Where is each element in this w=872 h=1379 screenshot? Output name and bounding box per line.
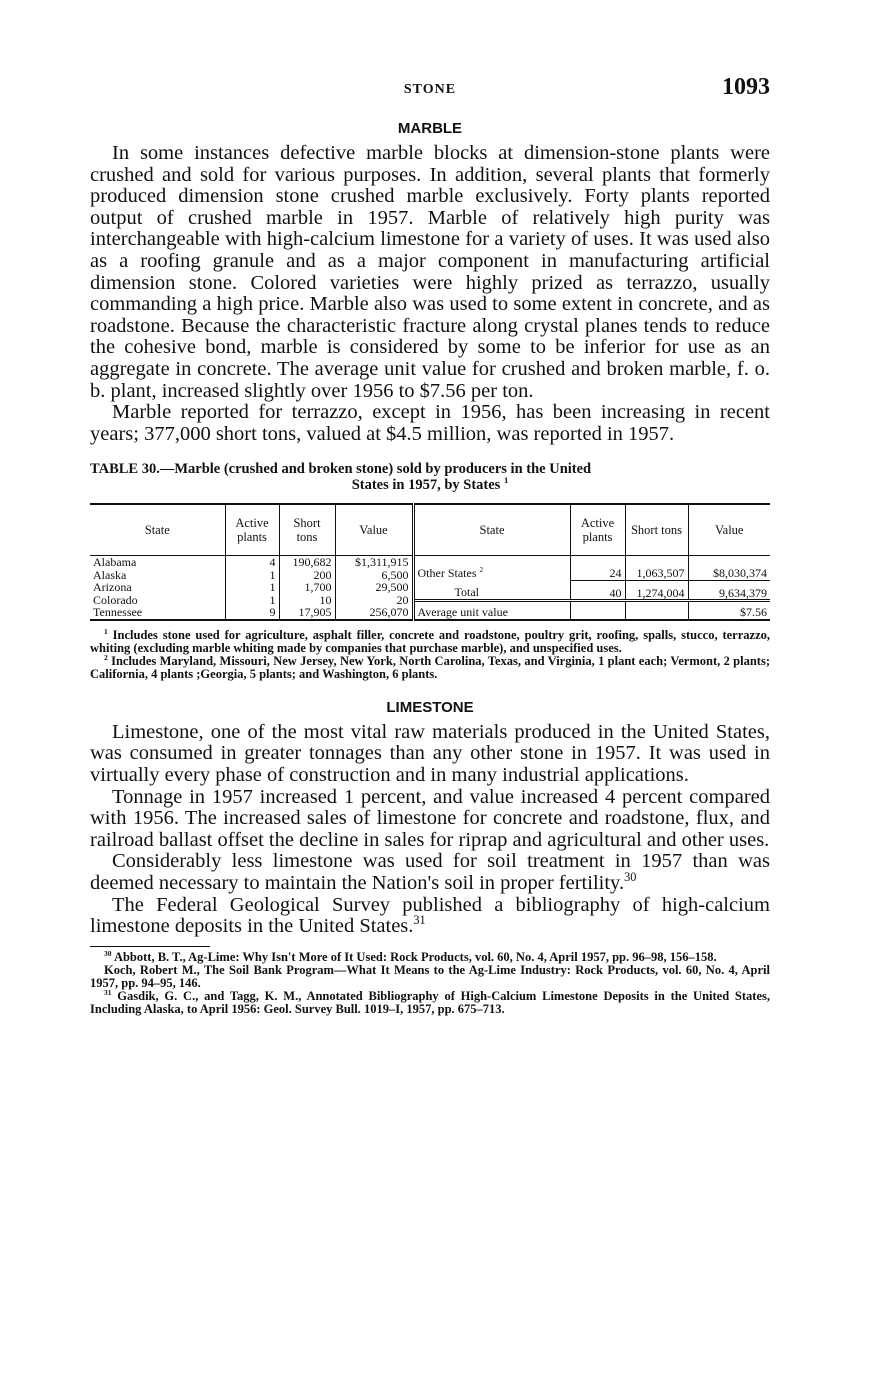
footnote-mark: 1 [104, 626, 108, 636]
table-caption [90, 461, 770, 493]
table-caption-line1: TABLE 30.—Marble (crushed and broken stone) sold by producers in the United [90, 461, 592, 478]
page-footnotes [90, 948, 770, 1016]
limestone-paragraph-3-text: Considerably less limestone was used for soil treatment in 1957 than was deemed necessary to maintain the Nation's soil in proper fertility. [90, 850, 770, 894]
other-states-plants: 24 [570, 556, 625, 581]
footnote-ref: 30 [624, 870, 637, 885]
header-value-right: Value [688, 504, 770, 556]
other-states-tons: 1,063,507 [625, 556, 688, 581]
header-state-right: State [413, 504, 570, 556]
page-footnote-31 [90, 987, 770, 1016]
limestone-paragraph-3 [90, 851, 770, 894]
total-tons: 1,274,004 [625, 580, 688, 601]
plants-cell: 1 [269, 580, 276, 595]
total-value: 9,634,379 [688, 580, 770, 601]
table-caption-line2-wrap [90, 477, 770, 493]
state-name: Colorado [93, 592, 138, 607]
page-footnote-30b [90, 964, 770, 990]
table-row [90, 556, 770, 581]
header-tons-right: Short tons [625, 504, 688, 556]
limestone-paragraph-4-text: The Federal Geological Survey published a bibliography of high-calcium limestone deposits in the United States. [90, 893, 770, 938]
state-list [90, 556, 225, 620]
marble-paragraph-2: Marble reported for terrazzo, except in 1956, has been increasing in recent years; 377,000 short tons, valued at $4.5 million, was reported in 1957. [90, 401, 770, 445]
plants-cell: 1 [269, 567, 276, 582]
table-footnote-1-text: Includes stone used for agriculture, asphalt filler, concrete and roadstone, poultry grit, roofing, spalls, stucco, terrazzo, whiting (excluding marble whiting made by companies that purchase marble), and unspecified uses. [90, 627, 770, 655]
limestone-paragraph-1: Limestone, one of the most vital raw materials produced in the United States, was consumed in greater tonnages than any other stone in 1957. It was used in virtually every phase of construction and in many industrial applications. [90, 720, 770, 786]
page-footnote-30b-text: Koch, Robert M., The Soil Bank Program—What It Means to the Ag-Lime Industry: Rock Products, vol. 60, No. 4, April 1957, pp. 94–95, 146. [90, 962, 770, 990]
average-label: Average unit value [413, 601, 570, 620]
other-states-label-cell [413, 556, 570, 581]
running-head [90, 72, 770, 108]
average-value: $7.56 [740, 605, 767, 620]
plants-list [225, 556, 279, 620]
tons-cell: 1,700 [304, 580, 332, 595]
table-caption-line2: States in 1957, by States [351, 477, 501, 494]
marble-heading: MARBLE [397, 120, 463, 137]
footnote-rule [90, 946, 210, 947]
header-value-left: Value [335, 504, 413, 556]
limestone-paragraph-4 [90, 895, 770, 938]
footnote-ref: 31 [413, 913, 426, 928]
footnote-mark: 31 [104, 987, 112, 997]
table-footnote-2 [90, 652, 770, 681]
other-states-note: 2 [479, 566, 484, 575]
marble-table [90, 503, 770, 621]
tons-cell: 200 [313, 567, 332, 582]
plants-cell: 4 [269, 555, 276, 570]
value-cell: 256,070 [369, 605, 409, 620]
page-footnote-30-text: Abbott, B. T., Ag-Lime: Why Isn't More of It Used: Rock Products, vol. 60, No. 4, April 1957, pp. 96–98, 156–158. [113, 949, 717, 964]
table-footnotes [90, 626, 770, 681]
other-states-value: $8,030,374 [713, 566, 767, 581]
state-name: Arizona [93, 580, 132, 595]
value-cell: 6,500 [381, 567, 409, 582]
plants-cell: 9 [269, 605, 276, 620]
footnote-mark: 2 [104, 652, 108, 662]
other-states-label: Other States [417, 566, 477, 581]
tons-list [279, 556, 335, 620]
value-cell: 20 [396, 592, 409, 607]
limestone-paragraph-2: Tonnage in 1957 increased 1 percent, and value increased 4 percent compared with 1956. The increased sales of limestone for concrete and roadstone, flux, and railroad ballast offset the decline in sales for riprap and agricultural and other uses. [90, 785, 770, 851]
average-tons-empty [625, 601, 688, 620]
table-footnote-1 [90, 626, 770, 655]
page-footnote-31-text: Gasdik, G. C., and Tagg, K. M., Annotated Bibliography of High-Calcium Limestone Deposits in the United States, Including Alaska, to April 1956: Geol. Survey Bull. 1019–I, 1957, pp. 675–713. [90, 988, 770, 1016]
value-cell: 29,500 [375, 580, 409, 595]
table-header-row [90, 504, 770, 556]
tons-cell: 190,682 [292, 555, 332, 570]
header-plants-right: Active plants [570, 504, 625, 556]
page [90, 72, 770, 1016]
average-plants-empty [570, 601, 625, 620]
running-title: STONE [403, 82, 457, 97]
table-caption-note: 1 [503, 475, 509, 486]
state-name: Alaska [93, 567, 127, 582]
limestone-heading: LIMESTONE [386, 698, 474, 716]
header-state-left: State [90, 504, 225, 556]
footnote-mark: 30 [104, 948, 112, 958]
header-tons-left: Short tons [279, 504, 335, 556]
tons-cell: 10 [319, 592, 332, 607]
tons-cell: 17,905 [298, 605, 332, 620]
total-plants: 40 [570, 580, 625, 601]
values-list [335, 556, 413, 620]
plants-cell: 1 [269, 592, 276, 607]
header-plants-left: Active plants [225, 504, 279, 556]
table-footnote-2-text: Includes Maryland, Missouri, New Jersey, New York, North Carolina, Texas, and Virginia, 1 plant each; Vermont, 2 plants; California, 4 plants ;Georgia, 5 plants; and Washington, 6 plants. [90, 653, 770, 681]
page-number: 1093 [722, 74, 770, 100]
state-name: Tennessee [93, 605, 143, 620]
total-label: Total [413, 580, 570, 601]
state-name: Alabama [93, 555, 137, 570]
marble-paragraph-1: In some instances defective marble blocks at dimension-stone plants were crushed and sold for various purposes. In addition, several plants that formerly produced dimension stone crushed marble exclusively. Forty plants reported output of crushed marble in 1957. Marble of relatively high purity was interchangeable with high-calcium limestone for a variety of uses. It was used also as a roofing granule and as a major component in manufacturing artificial dimension stone. Colored varieties were highly prized as terrazzo, usually commanding a high price. Marble also was used to some extent in concrete, and as roadstone. Because the characteristic fracture along crystal planes tends to reduce the cohesive bond, marble is considered by some to be inferior for use as an aggregate in concrete. The average unit value for crushed and broken marble, f. o. b. plant, increased slightly over 1956 to $7.56 per ton. [90, 142, 770, 402]
value-cell: $1,311,915 [354, 555, 409, 570]
